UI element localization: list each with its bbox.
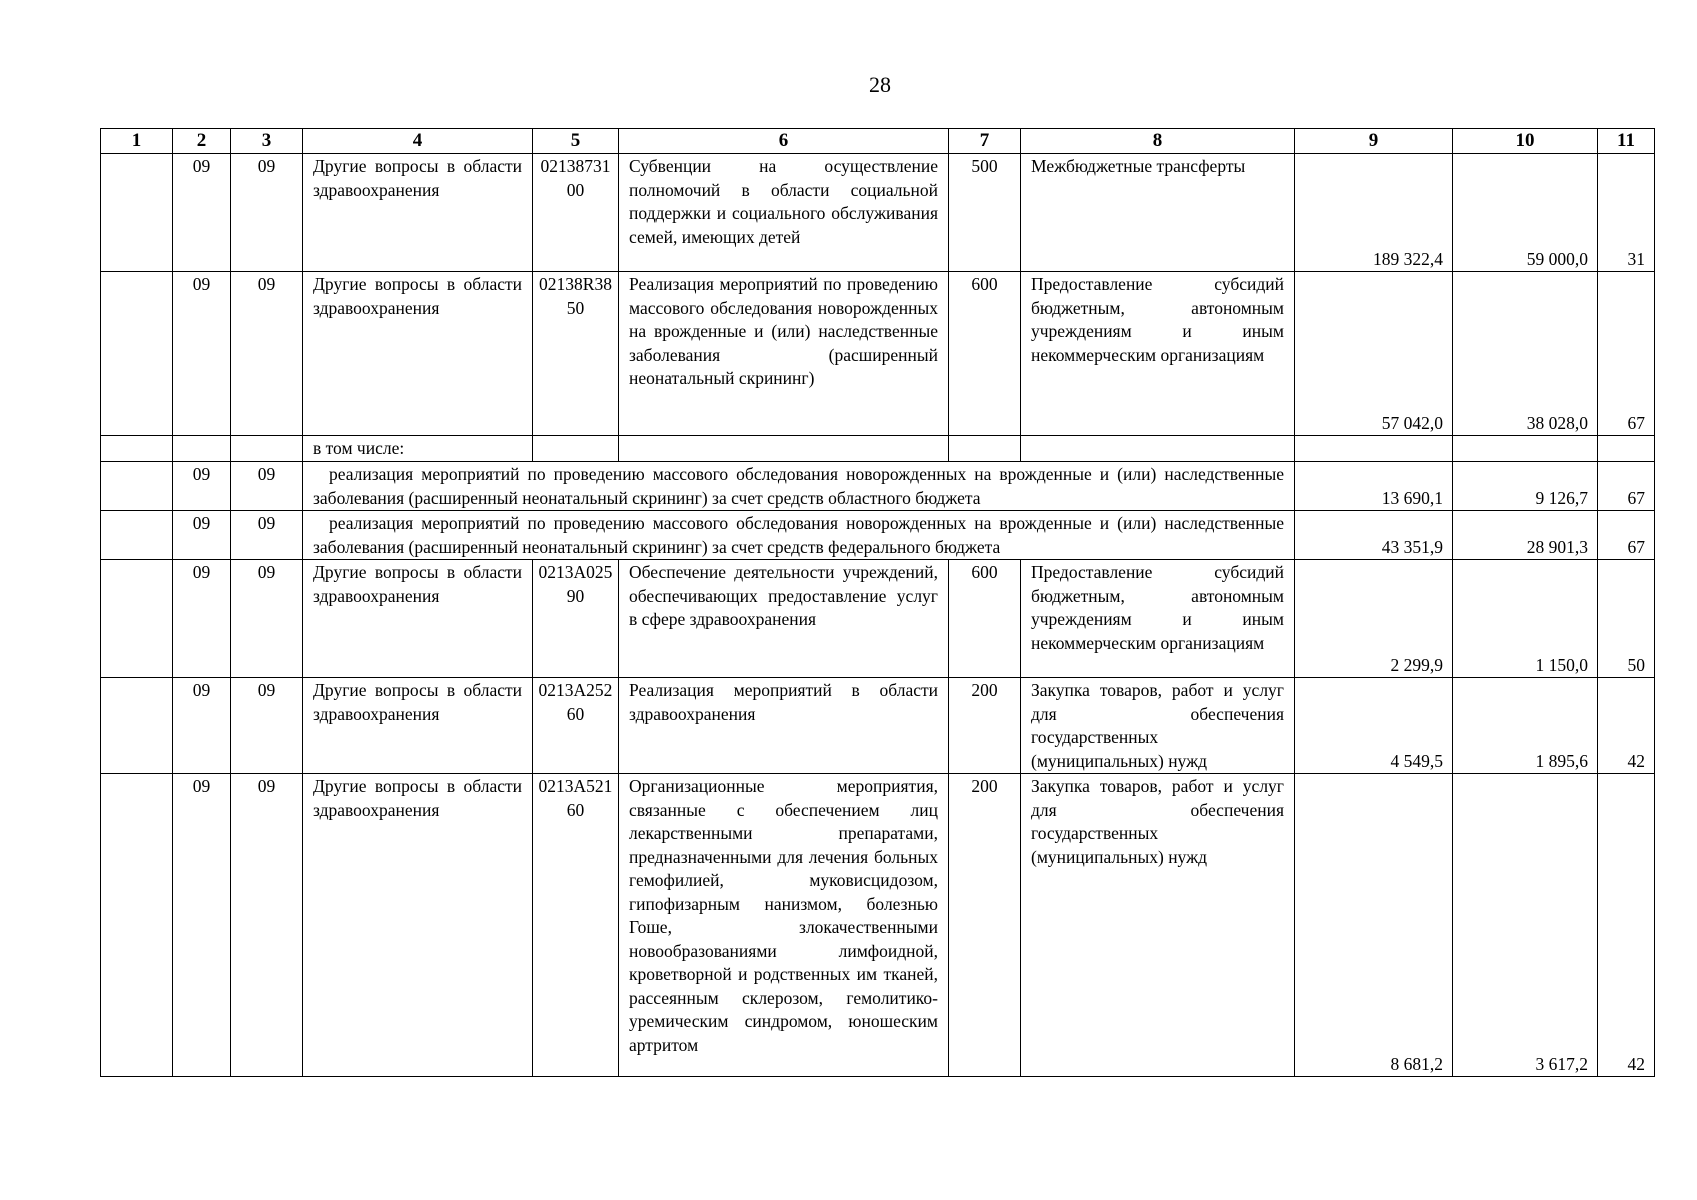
cell-empty <box>173 436 231 462</box>
cell-expense-type: 200 <box>949 774 1021 1077</box>
cell-section: 09 <box>173 154 231 272</box>
cell-percent: 42 <box>1598 774 1655 1077</box>
cell-empty <box>533 436 619 462</box>
cell-actual: 3 617,2 <box>1453 774 1598 1077</box>
header-cell: 2 <box>173 129 231 154</box>
header-cell: 4 <box>303 129 533 154</box>
cell-target-name: Субвенции на осуществление полномочий в области социальной поддержки и социального обслуживания семей, имеющих детей <box>619 154 949 272</box>
cell-section-name: Другие вопросы в области здравоохранения <box>303 154 533 272</box>
header-cell: 8 <box>1021 129 1295 154</box>
cell-section: 09 <box>173 560 231 678</box>
cell-actual: 1 895,6 <box>1453 678 1598 774</box>
cell-actual: 59 000,0 <box>1453 154 1598 272</box>
cell-actual: 9 126,7 <box>1453 462 1598 511</box>
subtotal-label-row <box>101 436 1655 462</box>
cell-percent: 31 <box>1598 154 1655 272</box>
cell-section-name: Другие вопросы в области здравоохранения <box>303 560 533 678</box>
cell-target-code: 0213А52160 <box>533 774 619 1077</box>
cell-target-code: 0213А25260 <box>533 678 619 774</box>
cell-empty <box>101 272 173 436</box>
cell-percent: 67 <box>1598 462 1655 511</box>
cell-section: 09 <box>173 774 231 1077</box>
cell-target-name: Организационные мероприятия, связанные с обеспечением лиц лекарственными препаратами, предназначенными для лечения больных гемофилией, муковисцидозом, гипофизарным нанизмом, болезнью Гоше, злокачественными новообразованиями лимфоидной, кроветворной и родственных им тканей, рассеянным склерозом, гемолитико-уремическим синдромом, юношеским артритом <box>619 774 949 1077</box>
cell-plan: 13 690,1 <box>1295 462 1453 511</box>
cell-plan: 57 042,0 <box>1295 272 1453 436</box>
cell-empty <box>101 511 173 560</box>
cell-plan: 8 681,2 <box>1295 774 1453 1077</box>
table-row <box>101 774 1655 1077</box>
cell-target-code: 0213873100 <box>533 154 619 272</box>
cell-target-name: Обеспечение деятельности учреждений, обеспечивающих предоставление услуг в сфере здравоохранения <box>619 560 949 678</box>
cell-empty <box>949 436 1021 462</box>
cell-subsection: 09 <box>231 511 303 560</box>
cell-percent: 67 <box>1598 511 1655 560</box>
cell-section-name: Другие вопросы в области здравоохранения <box>303 774 533 1077</box>
cell-target-name: Реализация мероприятий по проведению массового обследования новорожденных на врожденные и (или) наследственные заболевания (расширенный неонатальный скрининг) <box>619 272 949 436</box>
cell-empty <box>101 462 173 511</box>
cell-empty <box>101 774 173 1077</box>
header-cell: 11 <box>1598 129 1655 154</box>
cell-actual: 1 150,0 <box>1453 560 1598 678</box>
cell-plan: 2 299,9 <box>1295 560 1453 678</box>
header-cell: 7 <box>949 129 1021 154</box>
table-row <box>101 154 1655 272</box>
header-row <box>101 129 1655 154</box>
cell-section: 09 <box>173 272 231 436</box>
header-cell: 9 <box>1295 129 1453 154</box>
cell-empty <box>101 436 173 462</box>
cell-target-name: Реализация мероприятий в области здравоохранения <box>619 678 949 774</box>
cell-percent: 67 <box>1598 272 1655 436</box>
cell-empty <box>1598 436 1655 462</box>
header-cell: 1 <box>101 129 173 154</box>
table-row <box>101 462 1655 511</box>
cell-actual: 38 028,0 <box>1453 272 1598 436</box>
cell-plan: 4 549,5 <box>1295 678 1453 774</box>
cell-expense-type: 600 <box>949 272 1021 436</box>
cell-section-name: Другие вопросы в области здравоохранения <box>303 678 533 774</box>
cell-merged-description: реализация мероприятий по проведению массового обследования новорожденных на врожденные и (или) наследственные заболевания (расширенный неонатальный скрининг) за счет средств федерального бюджета <box>303 511 1295 560</box>
table-row <box>101 272 1655 436</box>
cell-target-code: 0213А02590 <box>533 560 619 678</box>
cell-expense-name: Закупка товаров, работ и услуг для обеспечения государственных (муниципальных) нужд <box>1021 678 1295 774</box>
subtotal-label: в том числе: <box>303 436 533 462</box>
cell-percent: 50 <box>1598 560 1655 678</box>
cell-subsection: 09 <box>231 560 303 678</box>
cell-section: 09 <box>173 511 231 560</box>
cell-empty <box>1021 436 1295 462</box>
header-cell: 6 <box>619 129 949 154</box>
cell-section: 09 <box>173 678 231 774</box>
cell-expense-type: 600 <box>949 560 1021 678</box>
cell-empty <box>101 154 173 272</box>
cell-empty <box>1295 436 1453 462</box>
cell-percent: 42 <box>1598 678 1655 774</box>
cell-subsection: 09 <box>231 154 303 272</box>
cell-plan: 189 322,4 <box>1295 154 1453 272</box>
cell-subsection: 09 <box>231 774 303 1077</box>
cell-empty <box>619 436 949 462</box>
table-row <box>101 511 1655 560</box>
header-cell: 3 <box>231 129 303 154</box>
cell-target-code: 02138R3850 <box>533 272 619 436</box>
cell-merged-description: реализация мероприятий по проведению массового обследования новорожденных на врожденные и (или) наследственные заболевания (расширенный неонатальный скрининг) за счет средств областного бюджета <box>303 462 1295 511</box>
cell-expense-name: Межбюджетные трансферты <box>1021 154 1295 272</box>
cell-expense-name: Предоставление субсидий бюджетным, автономным учреждениям и иным некоммерческим организациям <box>1021 272 1295 436</box>
cell-section: 09 <box>173 462 231 511</box>
cell-expense-name: Закупка товаров, работ и услуг для обеспечения государственных (муниципальных) нужд <box>1021 774 1295 1077</box>
cell-actual: 28 901,3 <box>1453 511 1598 560</box>
cell-plan: 43 351,9 <box>1295 511 1453 560</box>
cell-subsection: 09 <box>231 462 303 511</box>
page-number: 28 <box>869 72 891 97</box>
cell-expense-type: 200 <box>949 678 1021 774</box>
cell-empty <box>101 678 173 774</box>
table-row <box>101 560 1655 678</box>
cell-expense-type: 500 <box>949 154 1021 272</box>
table-row <box>101 678 1655 774</box>
header-cell: 5 <box>533 129 619 154</box>
cell-empty <box>101 560 173 678</box>
cell-section-name: Другие вопросы в области здравоохранения <box>303 272 533 436</box>
budget-table <box>100 128 1655 1077</box>
cell-subsection: 09 <box>231 272 303 436</box>
cell-subsection: 09 <box>231 678 303 774</box>
cell-empty <box>1453 436 1598 462</box>
cell-expense-name: Предоставление субсидий бюджетным, автономным учреждениям и иным некоммерческим организациям <box>1021 560 1295 678</box>
header-cell: 10 <box>1453 129 1598 154</box>
cell-empty <box>231 436 303 462</box>
